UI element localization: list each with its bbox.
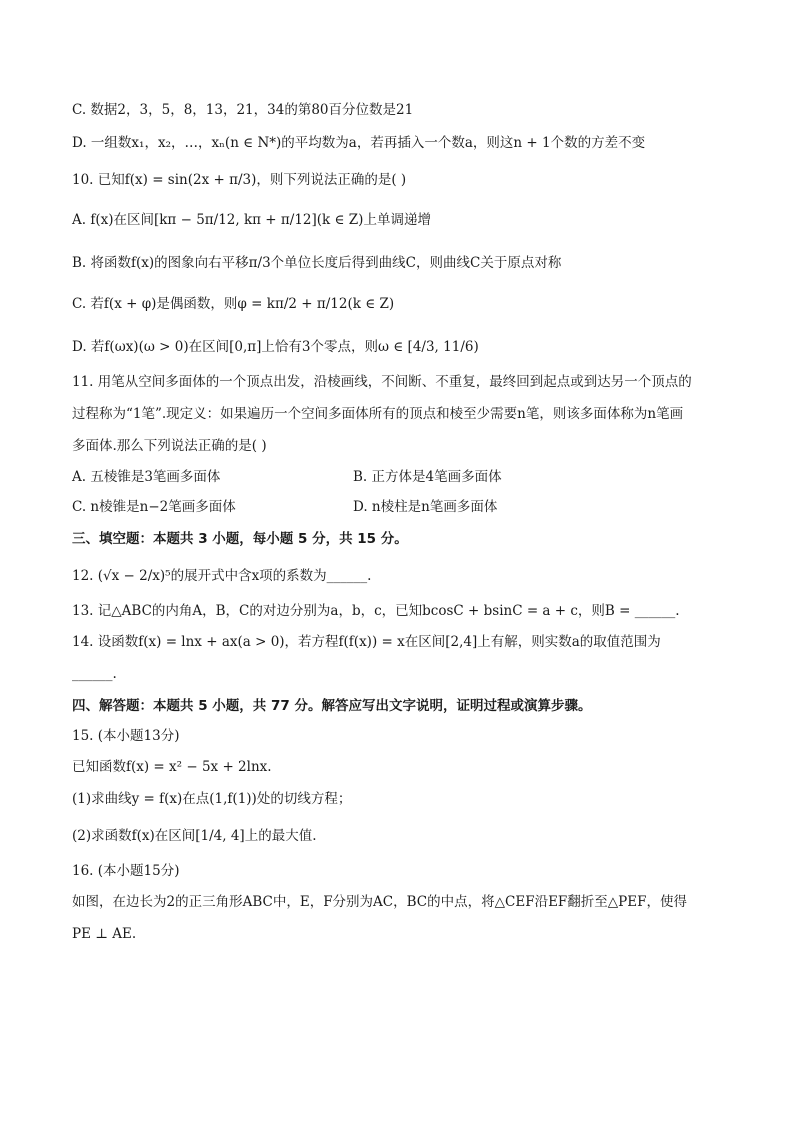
q11-option-a: A. 五棱锥是3笔画多面体 bbox=[72, 469, 221, 485]
q16-line2: PE ⊥ AE. bbox=[72, 926, 137, 942]
q11-stem-line3: 多面体.那么下列说法正确的是( ) bbox=[72, 438, 267, 454]
q10-option-c: C. 若f(x + φ)是偶函数，则φ = kπ/2 + π/12(k ∈ Z) bbox=[72, 296, 395, 312]
q14-line2: ______. bbox=[72, 666, 117, 682]
q10-option-b: B. 将函数f(x)的图象向右平移π/3个单位长度后得到曲线C，则曲线C关于原点对称 bbox=[72, 255, 562, 271]
q12: 12. (√x − 2/x)⁵的展开式中含x项的系数为______. bbox=[72, 568, 372, 584]
q11-option-b: B. 正方体是4笔画多面体 bbox=[353, 469, 502, 485]
q11-stem-line1: 11. 用笔从空间多面体的一个顶点出发，沿棱画线，不间断、不重复，最终回到起点或到达另一个顶点的 bbox=[72, 374, 692, 390]
q9-option-c: C. 数据2，3，5，8，13，21，34的第80百分位数是21 bbox=[72, 102, 414, 118]
section-4-heading: 四、解答题：本题共 5 小题，共 77 分。解答应写出文字说明，证明过程或演算步骤。 bbox=[72, 698, 592, 714]
q15-part2: (2)求函数f(x)在区间[1/4, 4]上的最大值. bbox=[72, 828, 317, 844]
q9-option-d: D. 一组数x₁，x₂，…，xₙ(n ∈ N*)的平均数为a，若再插入一个数a，则这n + 1个数的方差不变 bbox=[72, 135, 646, 151]
q15-part1: (1)求曲线y = f(x)在点(1,f(1))处的切线方程； bbox=[72, 791, 352, 807]
q15-stem: 已知函数f(x) = x² − 5x + 2lnx. bbox=[72, 759, 272, 775]
q14-line1: 14. 设函数f(x) = lnx + ax(a > 0)，若方程f(f(x)) = x在区间[2,4]上有解，则实数a的取值范围为 bbox=[72, 634, 661, 650]
section-3-heading: 三、填空题：本题共 3 小题，每小题 5 分，共 15 分。 bbox=[72, 531, 408, 547]
q10-stem: 10. 已知f(x) = sin(2x + π/3)，则下列说法正确的是( ) bbox=[72, 172, 407, 188]
q10-option-a: A. f(x)在区间[kπ − 5π/12, kπ + π/12](k ∈ Z)上单调递增 bbox=[72, 212, 431, 228]
q11-option-d: D. n棱柱是n笔画多面体 bbox=[353, 499, 498, 515]
q15-title: 15. (本小题13分) bbox=[72, 728, 180, 744]
q13: 13. 记△ABC的内角A，B，C的对边分别为a，b，c，已知bcosC + bsinC = a + c，则B = ______. bbox=[72, 603, 680, 619]
q11-option-c: C. n棱锥是n−2笔画多面体 bbox=[72, 499, 236, 515]
q16-title: 16. (本小题15分) bbox=[72, 863, 180, 879]
q10-option-d: D. 若f(ωx)(ω > 0)在区间[0,π]上恰有3个零点，则ω ∈ [4/3, 11/6) bbox=[72, 339, 479, 355]
q11-stem-line2: 过程称为“1笔”.现定义：如果遍历一个空间多面体所有的顶点和棱至少需要n笔，则该多面体称为n笔画 bbox=[72, 406, 684, 422]
q16-line1: 如图，在边长为2的正三角形ABC中，E，F分别为AC，BC的中点，将△CEF沿EF翻折至△PEF，使得 bbox=[72, 894, 687, 910]
